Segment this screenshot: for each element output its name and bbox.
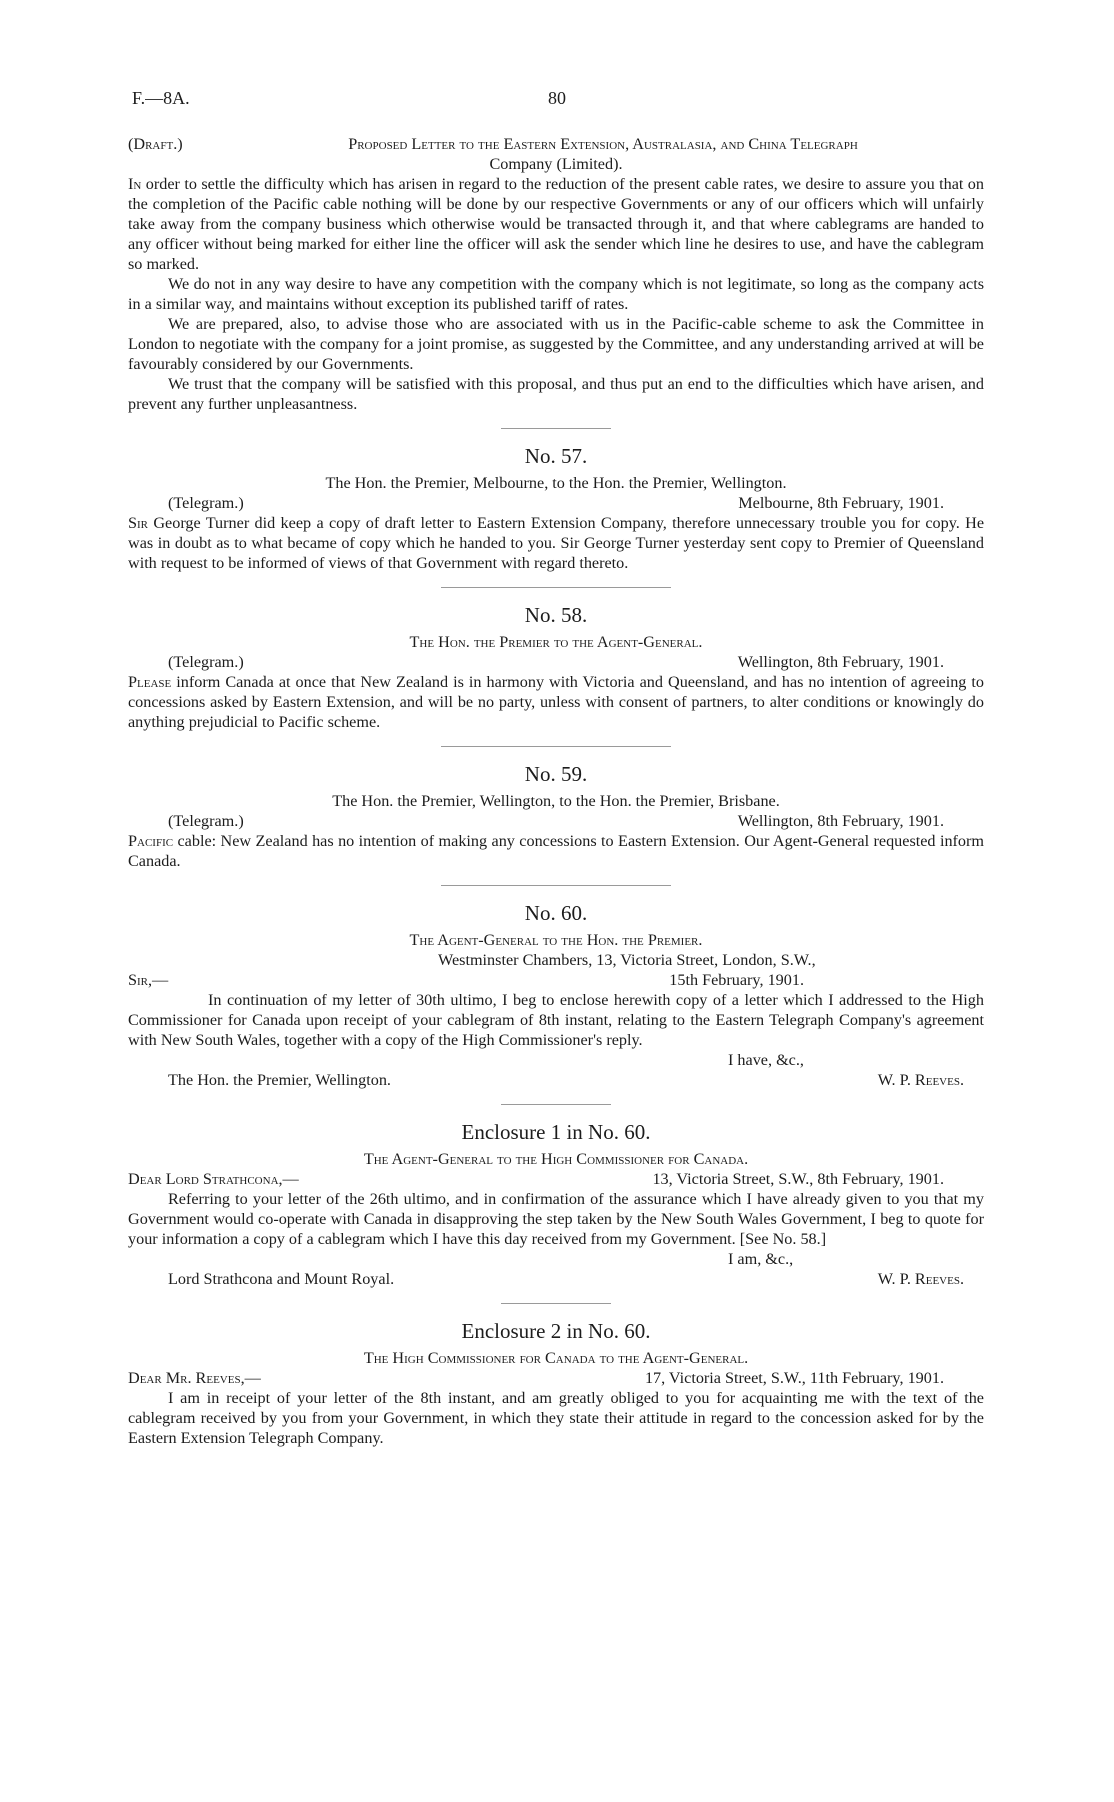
page-number: 80 xyxy=(548,88,566,108)
section-58-lead: Please xyxy=(128,673,172,691)
section-59-heading: The Hon. the Premier, Wellington, to the Hon. the Premier, Brisbane. xyxy=(332,792,780,810)
draft-title-line2: Company (Limited). xyxy=(489,155,623,173)
section-58-telegram-line xyxy=(128,652,984,672)
section-58-place-date: Wellington, 8th February, 1901. xyxy=(737,653,944,671)
section-divider xyxy=(501,1104,611,1105)
enclosure-2-body: I am in receipt of your letter of the 8th instant, and am greatly obliged to you for acquainting me with the text of the cablegram received by you from your Government, in which they state their attitude in regard to the concession asked for by the Eastern Extension Telegraph Company. xyxy=(128,1389,984,1447)
section-57-body xyxy=(128,513,984,573)
section-60-addressee: The Hon. the Premier, Wellington. xyxy=(168,1071,391,1089)
draft-paragraph-3: We are prepared, also, to advise those who are associated with us in the Pacific-cable scheme to ask the Committee in London to negotiate with the company for a joint promise, as suggested by the Committee, and any understanding arrived at will be favourably considered by our Governments. xyxy=(128,315,984,373)
draft-label: (Draft.) xyxy=(128,135,183,153)
draft-paragraph-4: We trust that the company will be satisfied with this proposal, and thus put an end to the difficulties which have arisen, and prevent any further unpleasantness. xyxy=(128,375,984,413)
section-58-kind: (Telegram.) xyxy=(168,653,244,671)
section-60-body: In continuation of my letter of 30th ultimo, I beg to enclose herewith copy of a letter which I addressed to the High Commissioner for Canada upon receipt of your cablegram of 8th instant, relating to the Eastern Telegraph Company's agreement with New South Wales, together with a copy of the High Commissioner's reply. xyxy=(128,991,984,1049)
enclosure-2-title: Enclosure 2 in No. 60. xyxy=(461,1319,651,1343)
section-59-kind: (Telegram.) xyxy=(168,812,244,830)
section-divider xyxy=(441,587,671,588)
document-reference: F.—8A. xyxy=(132,88,190,108)
section-divider xyxy=(501,428,611,429)
section-60-heading: The Agent-General to the Hon. the Premier. xyxy=(409,931,703,949)
section-59-telegram-line xyxy=(128,811,984,831)
enclosure-1-place-date: 13, Victoria Street, S.W., 8th February, 1901. xyxy=(652,1170,944,1188)
section-59-body xyxy=(128,831,984,871)
section-59-place-date: Wellington, 8th February, 1901. xyxy=(737,812,944,830)
section-57-telegram-line xyxy=(128,493,984,513)
section-58-body xyxy=(128,672,984,732)
section-divider xyxy=(441,746,671,747)
section-60-salutation: Sir,— xyxy=(128,971,169,989)
enclosure-2-place-date: 17, Victoria Street, S.W., 11th February, 1901. xyxy=(644,1369,944,1387)
section-number-57: No. 57. xyxy=(524,444,588,468)
section-57-lead: Sir xyxy=(128,514,149,532)
draft-title-line1: Proposed Letter to the Eastern Extension, Australasia, and China Telegraph xyxy=(348,135,858,153)
section-57-text: George Turner did keep a copy of draft letter to Eastern Extension Company, therefore unnecessary trouble you for copy. He was in doubt as to what became of copy which he handed to you. Sir George Turner yesterday sent copy to Premier of Queensland with request to be informed of views of that Government with regard thereto. xyxy=(128,514,985,572)
enclosure-1-salutation: Dear Lord Strathcona,— xyxy=(128,1170,299,1188)
page-header xyxy=(128,88,984,112)
draft-paragraph-1 xyxy=(128,174,984,274)
enclosure-2-heading: The High Commissioner for Canada to the Agent-General. xyxy=(363,1349,749,1367)
section-58-text: inform Canada at once that New Zealand is in harmony with Victoria and Queensland, and has no intention of agreeing to concessions asked by Eastern Extension, and will be no party, unless with consent of partners, to alter conditions or knowingly do anything prejudicial to Pacific scheme. xyxy=(128,673,985,731)
draft-paragraph-2: We do not in any way desire to have any competition with the company which is not legitimate, so long as the company acts in a similar way, and maintains without exception its published tariff of rates. xyxy=(128,275,984,313)
draft-paragraph-1-text: order to settle the difficulty which has arisen in regard to the reduction of the present cable rates, we desire to assure you that on the completion of the Pacific cable nothing will be done by our respective Governments or any of our officers which will unfairly take away from the company business which otherwise would be transacted through it, and that where cablegrams are handed to any officer without being marked for either line the officer will ask the sender which line he desires to use, and have the cablegram so marked. xyxy=(128,175,984,273)
section-divider xyxy=(441,885,671,886)
section-59-lead: Pacific xyxy=(128,832,174,850)
draft-heading xyxy=(128,134,984,154)
enclosure-2-salutation: Dear Mr. Reeves,— xyxy=(128,1369,261,1387)
enclosure-1-signature: W. P. Reeves. xyxy=(877,1270,964,1288)
enclosure-1-title: Enclosure 1 in No. 60. xyxy=(461,1120,651,1144)
section-60-closing: I have, &c., xyxy=(728,1051,804,1069)
section-58-heading: The Hon. the Premier to the Agent-General. xyxy=(409,633,703,651)
enclosure-1-signature-row xyxy=(128,1269,984,1289)
section-60-signature: W. P. Reeves. xyxy=(877,1071,964,1089)
enclosure-1-body: Referring to your letter of the 26th ultimo, and in confirmation of the assurance which I have already given to you that my Government would co-operate with Canada in disapproving the step taken by the New South Wales Government, I beg to quote for your information a copy of a cablegram which I have this day received from my Government. [See No. 58.] xyxy=(128,1190,984,1248)
section-59-text: cable: New Zealand has no intention of making any concessions to Eastern Extension. Our Agent-General requested inform Canada. xyxy=(128,832,985,870)
section-number-58: No. 58. xyxy=(524,603,588,627)
section-60-date: 15th February, 1901. xyxy=(669,971,804,989)
enclosure-1-closing: I am, &c., xyxy=(728,1250,794,1268)
draft-paragraph-1-lead: In xyxy=(128,175,142,193)
enclosure-1-salutation-line xyxy=(128,1169,984,1189)
enclosure-1-heading: The Agent-General to the High Commissioner for Canada. xyxy=(363,1150,749,1168)
section-57-place-date: Melbourne, 8th February, 1901. xyxy=(738,494,944,512)
section-57-heading: The Hon. the Premier, Melbourne, to the Hon. the Premier, Wellington. xyxy=(325,474,787,492)
section-divider xyxy=(501,1303,611,1304)
section-number-59: No. 59. xyxy=(524,762,588,786)
section-60-salutation-line xyxy=(128,970,984,990)
section-60-address: Westminster Chambers, 13, Victoria Street, London, S.W., xyxy=(438,951,816,969)
section-57-kind: (Telegram.) xyxy=(168,494,244,512)
enclosure-2-salutation-line xyxy=(128,1368,984,1388)
section-60-signature-row xyxy=(128,1070,984,1090)
document-body xyxy=(128,134,984,1448)
section-number-60: No. 60. xyxy=(524,901,588,925)
enclosure-1-addressee: Lord Strathcona and Mount Royal. xyxy=(168,1270,395,1288)
